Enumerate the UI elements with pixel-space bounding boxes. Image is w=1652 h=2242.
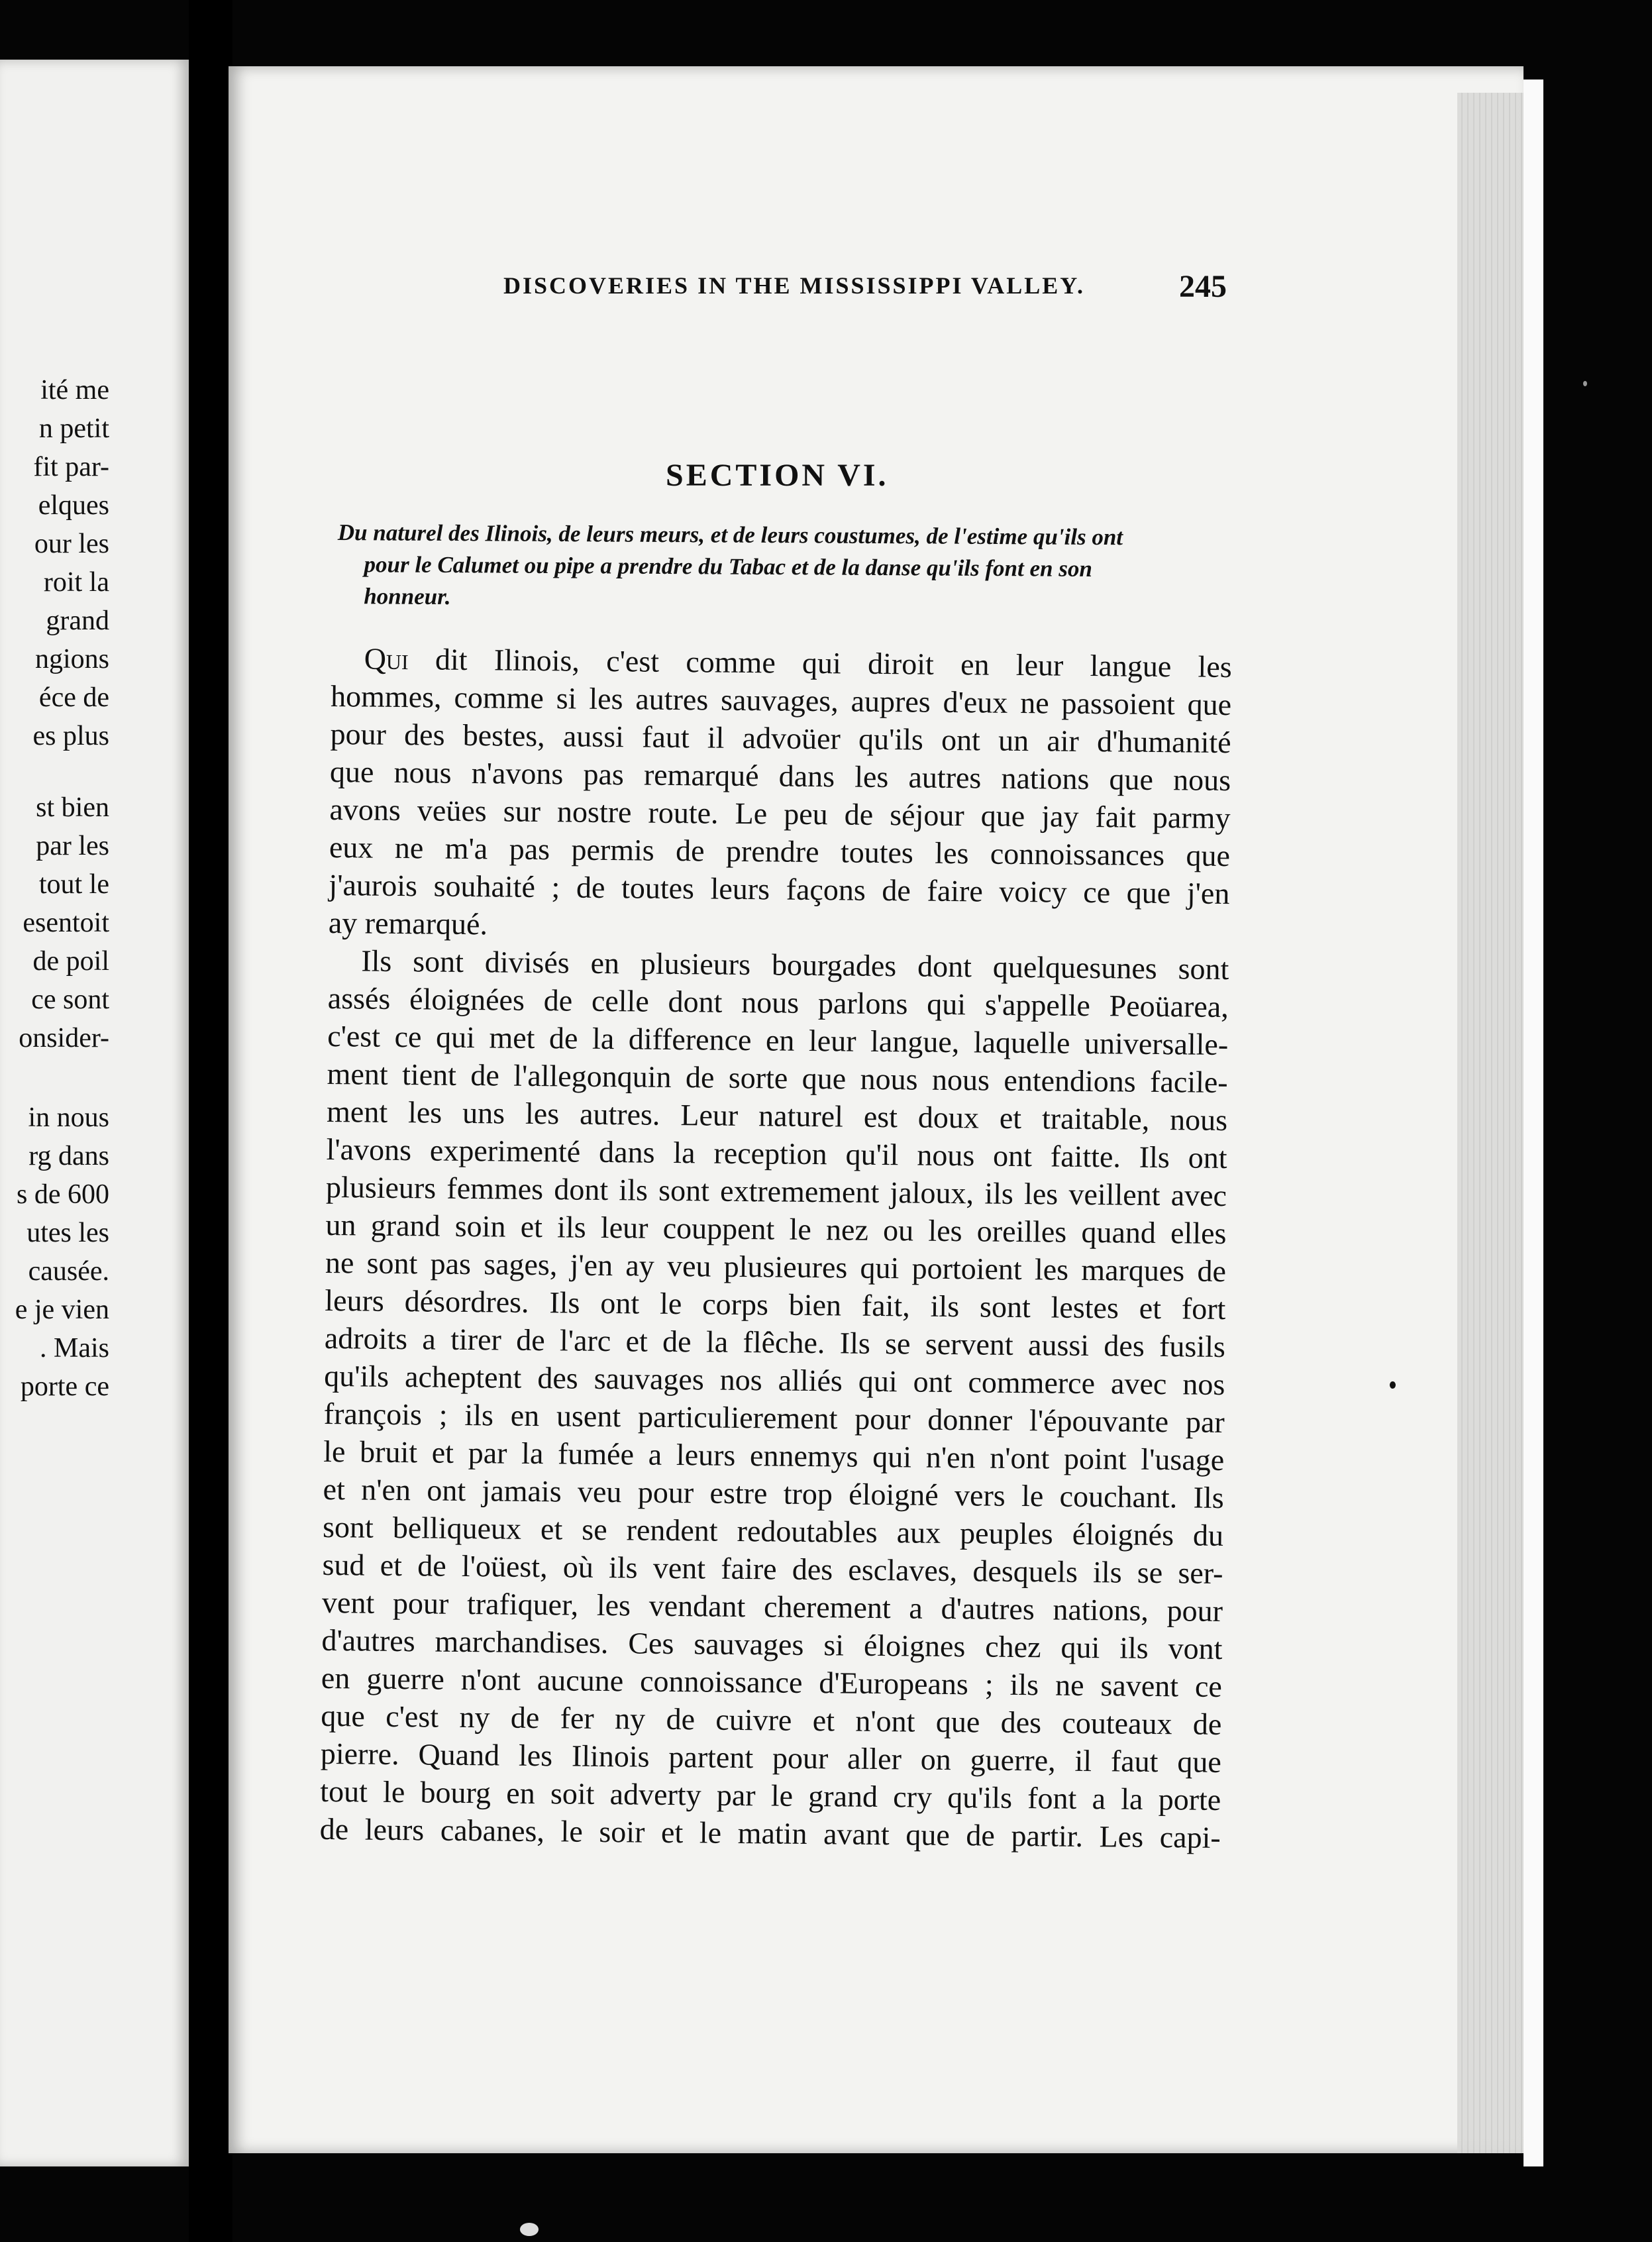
body-line: un grand soin et ils leur couppent le nez ou les oreilles quand elles <box>325 1207 1227 1251</box>
body-line: que nous n'avons pas remarqué dans les autres nations que nous <box>329 754 1231 798</box>
previous-page-line: fit par- <box>33 452 109 482</box>
section-summary <box>337 517 1123 617</box>
body-line: de leurs cabanes, le soir et le matin avant que de partir. Les capi- <box>319 1811 1221 1854</box>
previous-page-line: our les <box>34 529 109 559</box>
body-line: pour des bestes, aussi faut il advoüer qu'ils ont un air d'humanité <box>330 716 1231 760</box>
body-line: françois ; ils en usent particulierement pour donner l'épouvante par <box>323 1396 1225 1439</box>
body-line: en guerre n'ont aucune connoissance d'Europeans ; ils ne savent ce <box>321 1660 1223 1703</box>
previous-page-line: de poil <box>32 946 109 977</box>
body-line: adroits a tirer de l'arc et de la flêche. Ils se servent aussi des fusils <box>324 1320 1226 1364</box>
body-line: eux ne m'a pas permis de prendre toutes les connoissances que <box>329 829 1231 873</box>
body-line: leurs désordres. Ils ont le corps bien fait, ils sont lestes et fort <box>325 1283 1226 1326</box>
previous-page-line: par les <box>36 831 109 861</box>
opening-word: Qui <box>364 641 409 676</box>
ink-speck <box>1390 1381 1396 1389</box>
previous-page-line: grand <box>46 606 109 636</box>
body-line: avons veües sur nostre route. Le peu de séjour que jay fait parmy <box>329 792 1231 835</box>
previous-page-line: e je vien <box>15 1295 109 1325</box>
body-line: assés éloignées de celle dont nous parlons qui s'appelle Peoüarea, <box>327 981 1229 1024</box>
body-line: c'est ce qui met de la difference en leur langue, laquelle universalle- <box>327 1018 1229 1062</box>
ink-speck <box>520 2223 539 2236</box>
body-line: l'avons experimenté dans la reception qu'il nous ont faitte. Ils ont <box>326 1132 1227 1175</box>
previous-page-line: es plus <box>32 721 109 751</box>
previous-page-line: tout le <box>38 869 109 900</box>
page-stack-edges <box>1457 93 1523 2153</box>
body-line: pierre. Quand les Ilinois partent pour aller on guerre, il faut que <box>320 1736 1222 1779</box>
body-line: qu'ils acheptent des sauvages nos alliés qui ont commerce avec nos <box>324 1358 1225 1402</box>
body-line: plusieurs femmes dont ils sont extremement jaloux, ils les veillent avec <box>325 1169 1227 1213</box>
body-line: sud et de l'oüest, où ils vent faire des esclaves, desquels ils se ser- <box>322 1547 1223 1590</box>
body-line: Ils sont divisés en plusieurs bourgades dont quelquesunes sont <box>361 943 1229 987</box>
summary-line: pour le Calumet ou pipe a prendre du Tabac et de la danse qu'ils font en son <box>364 551 1093 582</box>
body-line: j'aurois souhaité ; de toutes leurs façons de faire voicy ce que j'en <box>329 867 1230 911</box>
body-line: vent pour trafiquer, les vendant cherement a d'autres nations, pour <box>321 1585 1223 1628</box>
body-line: ne sont pas sages, j'en ay veu plusieures qui portoient les marques de <box>325 1245 1227 1289</box>
previous-page-line: ité me <box>40 375 109 405</box>
previous-page-line: s de 600 <box>17 1179 109 1210</box>
previous-page-line: utes les <box>26 1218 109 1248</box>
body-line-text: dit Ilinois, c'est comme qui diroit en leur langue les <box>408 642 1232 684</box>
ink-speck <box>1583 381 1587 386</box>
body-line: tout le bourg en soit adverty par le grand cry qu'ils font a la porte <box>320 1774 1221 1817</box>
section-title: SECTION VI. <box>666 458 889 493</box>
previous-page-line: causée. <box>28 1256 109 1287</box>
body-line: ment tient de l'allegonquin de sorte que nous nous entendions facile- <box>327 1056 1228 1100</box>
previous-page-line: ngions <box>34 644 109 674</box>
previous-page <box>0 60 189 2166</box>
previous-page-line: n petit <box>38 413 109 444</box>
previous-page-line: st bien <box>36 792 109 823</box>
previous-page-line: éce de <box>38 682 109 713</box>
previous-page-line: rg dans <box>28 1141 109 1171</box>
page-outer-edge <box>1523 80 1543 2166</box>
previous-page-line: onsider- <box>19 1023 109 1053</box>
previous-page-line: esentoit <box>23 908 109 938</box>
previous-page-line: in nous <box>28 1102 109 1133</box>
summary-line: honneur. <box>364 583 451 610</box>
running-head: DISCOVERIES IN THE MISSISSIPPI VALLEY. <box>503 272 1085 299</box>
body-line: le bruit et par la fumée a leurs ennemys qui n'en n'ont point l'usage <box>323 1434 1225 1477</box>
body-line: sont belliqueux et se rendent redoutables aux peuples éloignés du <box>322 1509 1224 1552</box>
previous-page-line: . Mais <box>40 1333 109 1363</box>
body-text <box>319 639 1231 1856</box>
page-number: 245 <box>1179 269 1227 304</box>
previous-page-line: elques <box>38 490 109 521</box>
body-line: ay remarqué. <box>328 905 488 941</box>
body-line: et n'en ont jamais veu pour estre trop éloigné vers le couchant. Ils <box>323 1471 1224 1515</box>
body-line: ment les uns les autres. Leur naturel est doux et traitable, nous <box>326 1094 1228 1138</box>
previous-page-line: roit la <box>43 567 109 598</box>
body-line: hommes, comme si les autres sauvages, aupres d'eux ne passoient que <box>330 678 1232 722</box>
book-gutter <box>189 0 232 2242</box>
body-line: d'autres marchandises. Ces sauvages si éloignes chez qui ils vont <box>321 1623 1223 1666</box>
summary-line: Du naturel des Ilinois, de leurs meurs, et de leurs coustumes, de l'estime qu'ils ont <box>337 519 1123 551</box>
body-line: que c'est ny de fer ny de cuivre et n'ont que des couteaux de <box>321 1698 1222 1741</box>
previous-page-line <box>15 755 109 788</box>
previous-page-line <box>15 1057 109 1098</box>
previous-page-line: ce sont <box>31 985 109 1015</box>
previous-page-text <box>15 371 109 1406</box>
previous-page-line: porte ce <box>20 1371 109 1402</box>
